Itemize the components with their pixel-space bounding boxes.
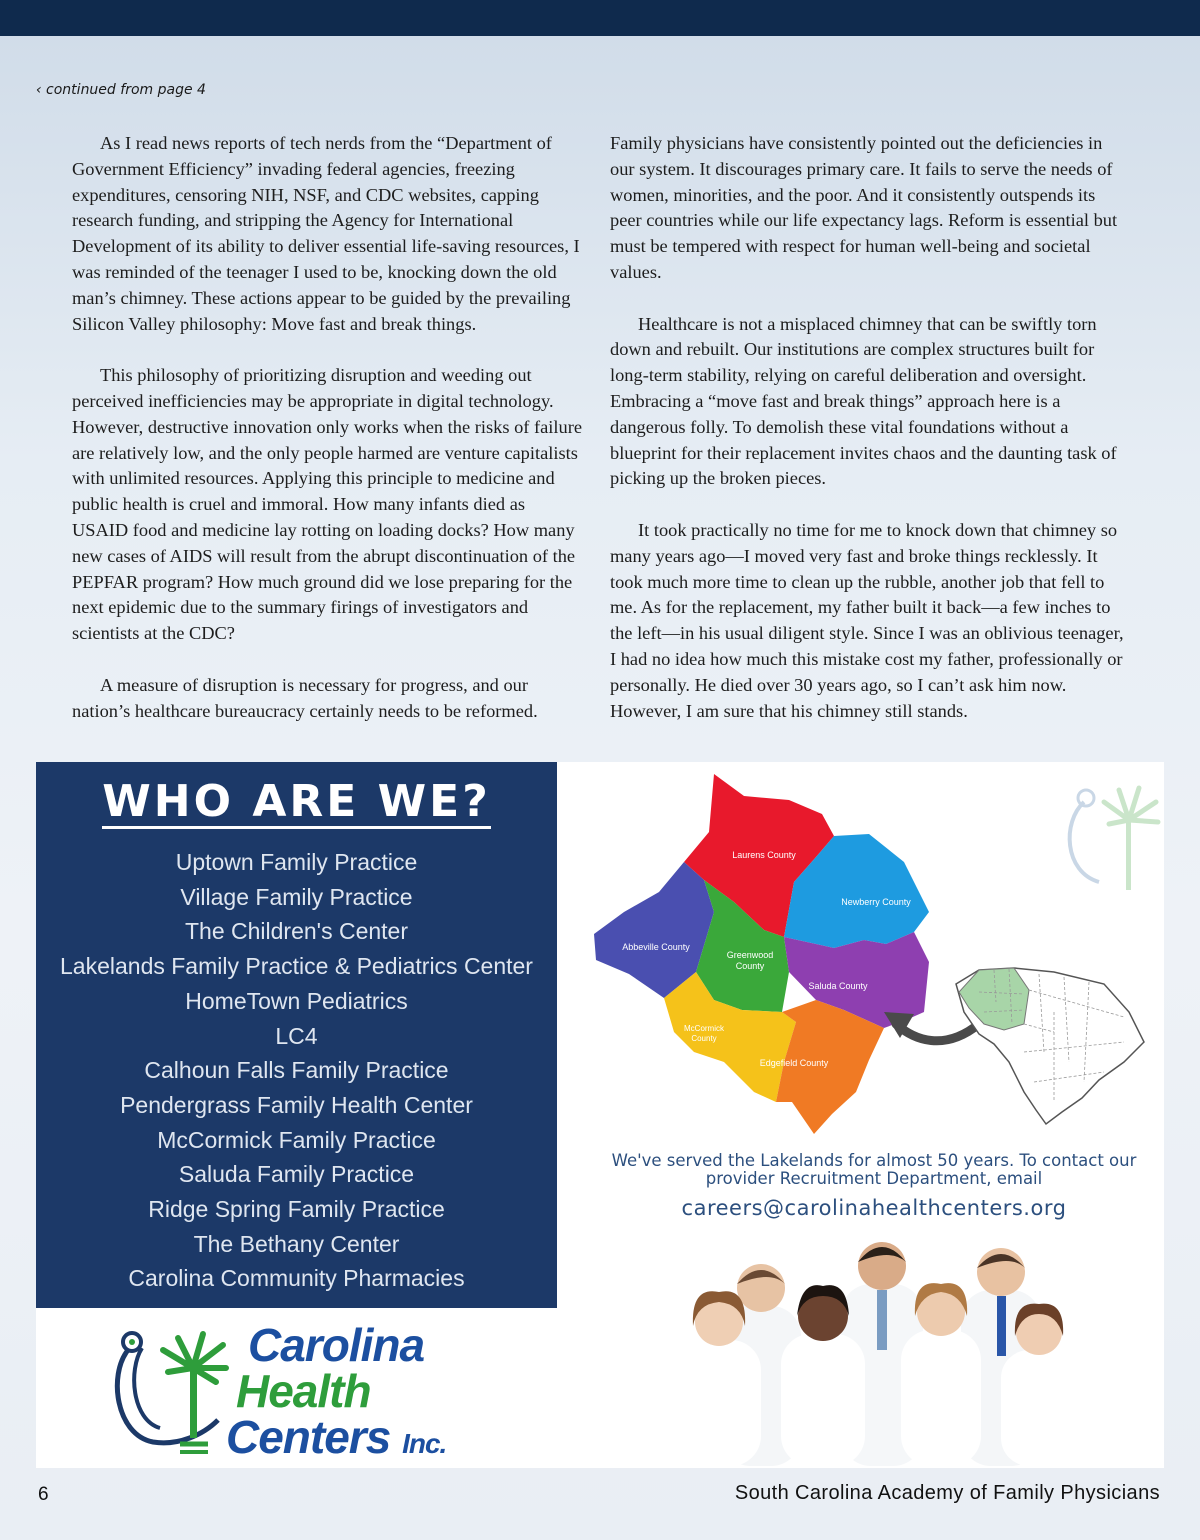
laurens-county-label: Laurens County bbox=[732, 850, 796, 860]
practice-item: The Children's Center bbox=[185, 918, 408, 945]
saluda-county-label: Saluda County bbox=[808, 981, 868, 991]
who-are-we-panel bbox=[36, 762, 557, 1308]
doctors-group-photo bbox=[651, 1230, 1081, 1466]
practice-item: LC4 bbox=[275, 1022, 318, 1049]
palmetto-watermark-icon bbox=[1070, 788, 1158, 890]
contact-info bbox=[584, 1152, 1164, 1220]
article-right-column bbox=[610, 131, 1128, 750]
paragraph: Family physicians have consistently pointed out the deficiencies in our system. It discourages primary care. It fails to serve the needs of women, minorities, and the poor. And it consistently outspends its peer countries while our life expectancy lags. Reform is essential but must be tempered with respect for human well-being and societal values. bbox=[610, 133, 1118, 282]
logo-line-carolina: Carolina bbox=[248, 1319, 425, 1371]
practice-item: Lakelands Family Practice & Pediatrics Center bbox=[60, 953, 533, 980]
paragraph: As I read news reports of tech nerds from the “Department of Government Efficiency” invading federal agencies, freezing expenditures, censoring NIH, NSF, and CDC websites, capping research funding, and stripping the Agency for International Development of its ability to deliver essential life-saving resources, I was reminded of the teenager I used to be, knocking down the old man’s chimney. These actions appear to be guided by the prevailing Silicon Valley philosophy: Move fast and break things. bbox=[72, 133, 580, 334]
practice-item: Uptown Family Practice bbox=[175, 849, 418, 875]
publication-name: South Carolina Academy of Family Physicians bbox=[734, 1482, 1160, 1504]
abbeville-county-label: Abbeville County bbox=[622, 942, 690, 952]
logo-centers-text: Centers bbox=[226, 1411, 391, 1463]
practice-item: Ridge Spring Family Practice bbox=[148, 1196, 445, 1223]
advertisement bbox=[36, 762, 1164, 1468]
company-logo bbox=[36, 1308, 557, 1468]
practice-item: Calhoun Falls Family Practice bbox=[144, 1057, 449, 1084]
logo-wordmark bbox=[226, 1319, 447, 1467]
edgefield-county-label: Edgefield County bbox=[759, 1058, 829, 1068]
practice-item: HomeTown Pediatrics bbox=[185, 987, 408, 1014]
contact-line-2: provider Recruitment Department, email bbox=[705, 1169, 1043, 1188]
mccormick-county-label-2: County bbox=[691, 1034, 717, 1043]
practice-item: McCormick Family Practice bbox=[157, 1126, 436, 1153]
logo-line-centers bbox=[226, 1411, 447, 1467]
paragraph: This philosophy of prioritizing disruption and weeding out perceived inefficiencies may be appropriate in digital technology. However, destructive innovation only works when the risks of failure are relatively low, and the only people harmed are venture capitalists with unlimited resources. Applying this principle to medicine and public health is cruel and immoral. How many infants died as USAID food and medicine lay rotting on loading docks? How many new cases of AIDS will result from the abrupt discontinuation of the PEPFAR program? How much ground did we lose preparing for the next epidemic due to the summary firings of investigators and scientists at the CDC? bbox=[72, 365, 582, 644]
contact-line-1: We've served the Lakelands for almost 50 years. To contact our bbox=[611, 1151, 1137, 1170]
mccormick-county-label: McCormick bbox=[684, 1024, 724, 1033]
top-bar bbox=[0, 0, 1200, 36]
logo-line-health: Health bbox=[236, 1365, 371, 1417]
paragraph: A measure of disruption is necessary for progress, and our nation’s healthcare bureaucracy certainly needs to be reformed. bbox=[72, 674, 538, 721]
practice-item: Village Family Practice bbox=[180, 883, 413, 910]
practice-item: Saluda Family Practice bbox=[178, 1161, 415, 1188]
south-carolina-map-icon bbox=[956, 968, 1144, 1124]
greenwood-county-label: Greenwood bbox=[726, 950, 774, 960]
contact-email-link[interactable]: careers@carolinahealthcenters.org bbox=[681, 1196, 1067, 1220]
paragraph: It took practically no time for me to knock down that chimney so many years ago—I moved very fast and broke things recklessly. It took much more time to clean up the rubble, another job that fell to me. As for the replacement, my father built it back—a few inches to the left—in his usual diligent style. Since I was an oblivious teenager, I had no idea how much this mistake cost my father, professionally or personally. He died over 30 years ago, so I can’t ask him now. However, I am sure that his chimney still stands. bbox=[610, 519, 1124, 721]
who-are-we-title: WHO ARE WE? bbox=[102, 776, 491, 827]
practice-item: The Bethany Center bbox=[193, 1230, 400, 1257]
arrow-icon bbox=[896, 1024, 979, 1041]
article-left-column bbox=[72, 131, 582, 750]
practice-list bbox=[36, 845, 557, 1296]
greenwood-county-label-2: County bbox=[735, 961, 765, 971]
practice-item: Pendergrass Family Health Center bbox=[120, 1091, 473, 1118]
continued-note: ‹ continued from page 4 bbox=[36, 82, 206, 98]
county-map bbox=[584, 762, 1164, 1142]
page-number: 6 bbox=[38, 1484, 49, 1505]
newberry-county-label: Newberry County bbox=[841, 897, 911, 907]
practice-item: Carolina Community Pharmacies bbox=[128, 1265, 465, 1292]
logo-inc-text: Inc. bbox=[402, 1428, 447, 1459]
paragraph: Healthcare is not a misplaced chimney that can be swiftly torn down and rebuilt. Our institutions are complex structures built for long-term stability, relying on careful deliberation and oversight. Embracing a “move fast and break things” approach here is a dangerous folly. To demolish these vital foundations without a blueprint for their replacement invites chaos and the daunting task of picking up the broken pieces. bbox=[610, 313, 1117, 489]
